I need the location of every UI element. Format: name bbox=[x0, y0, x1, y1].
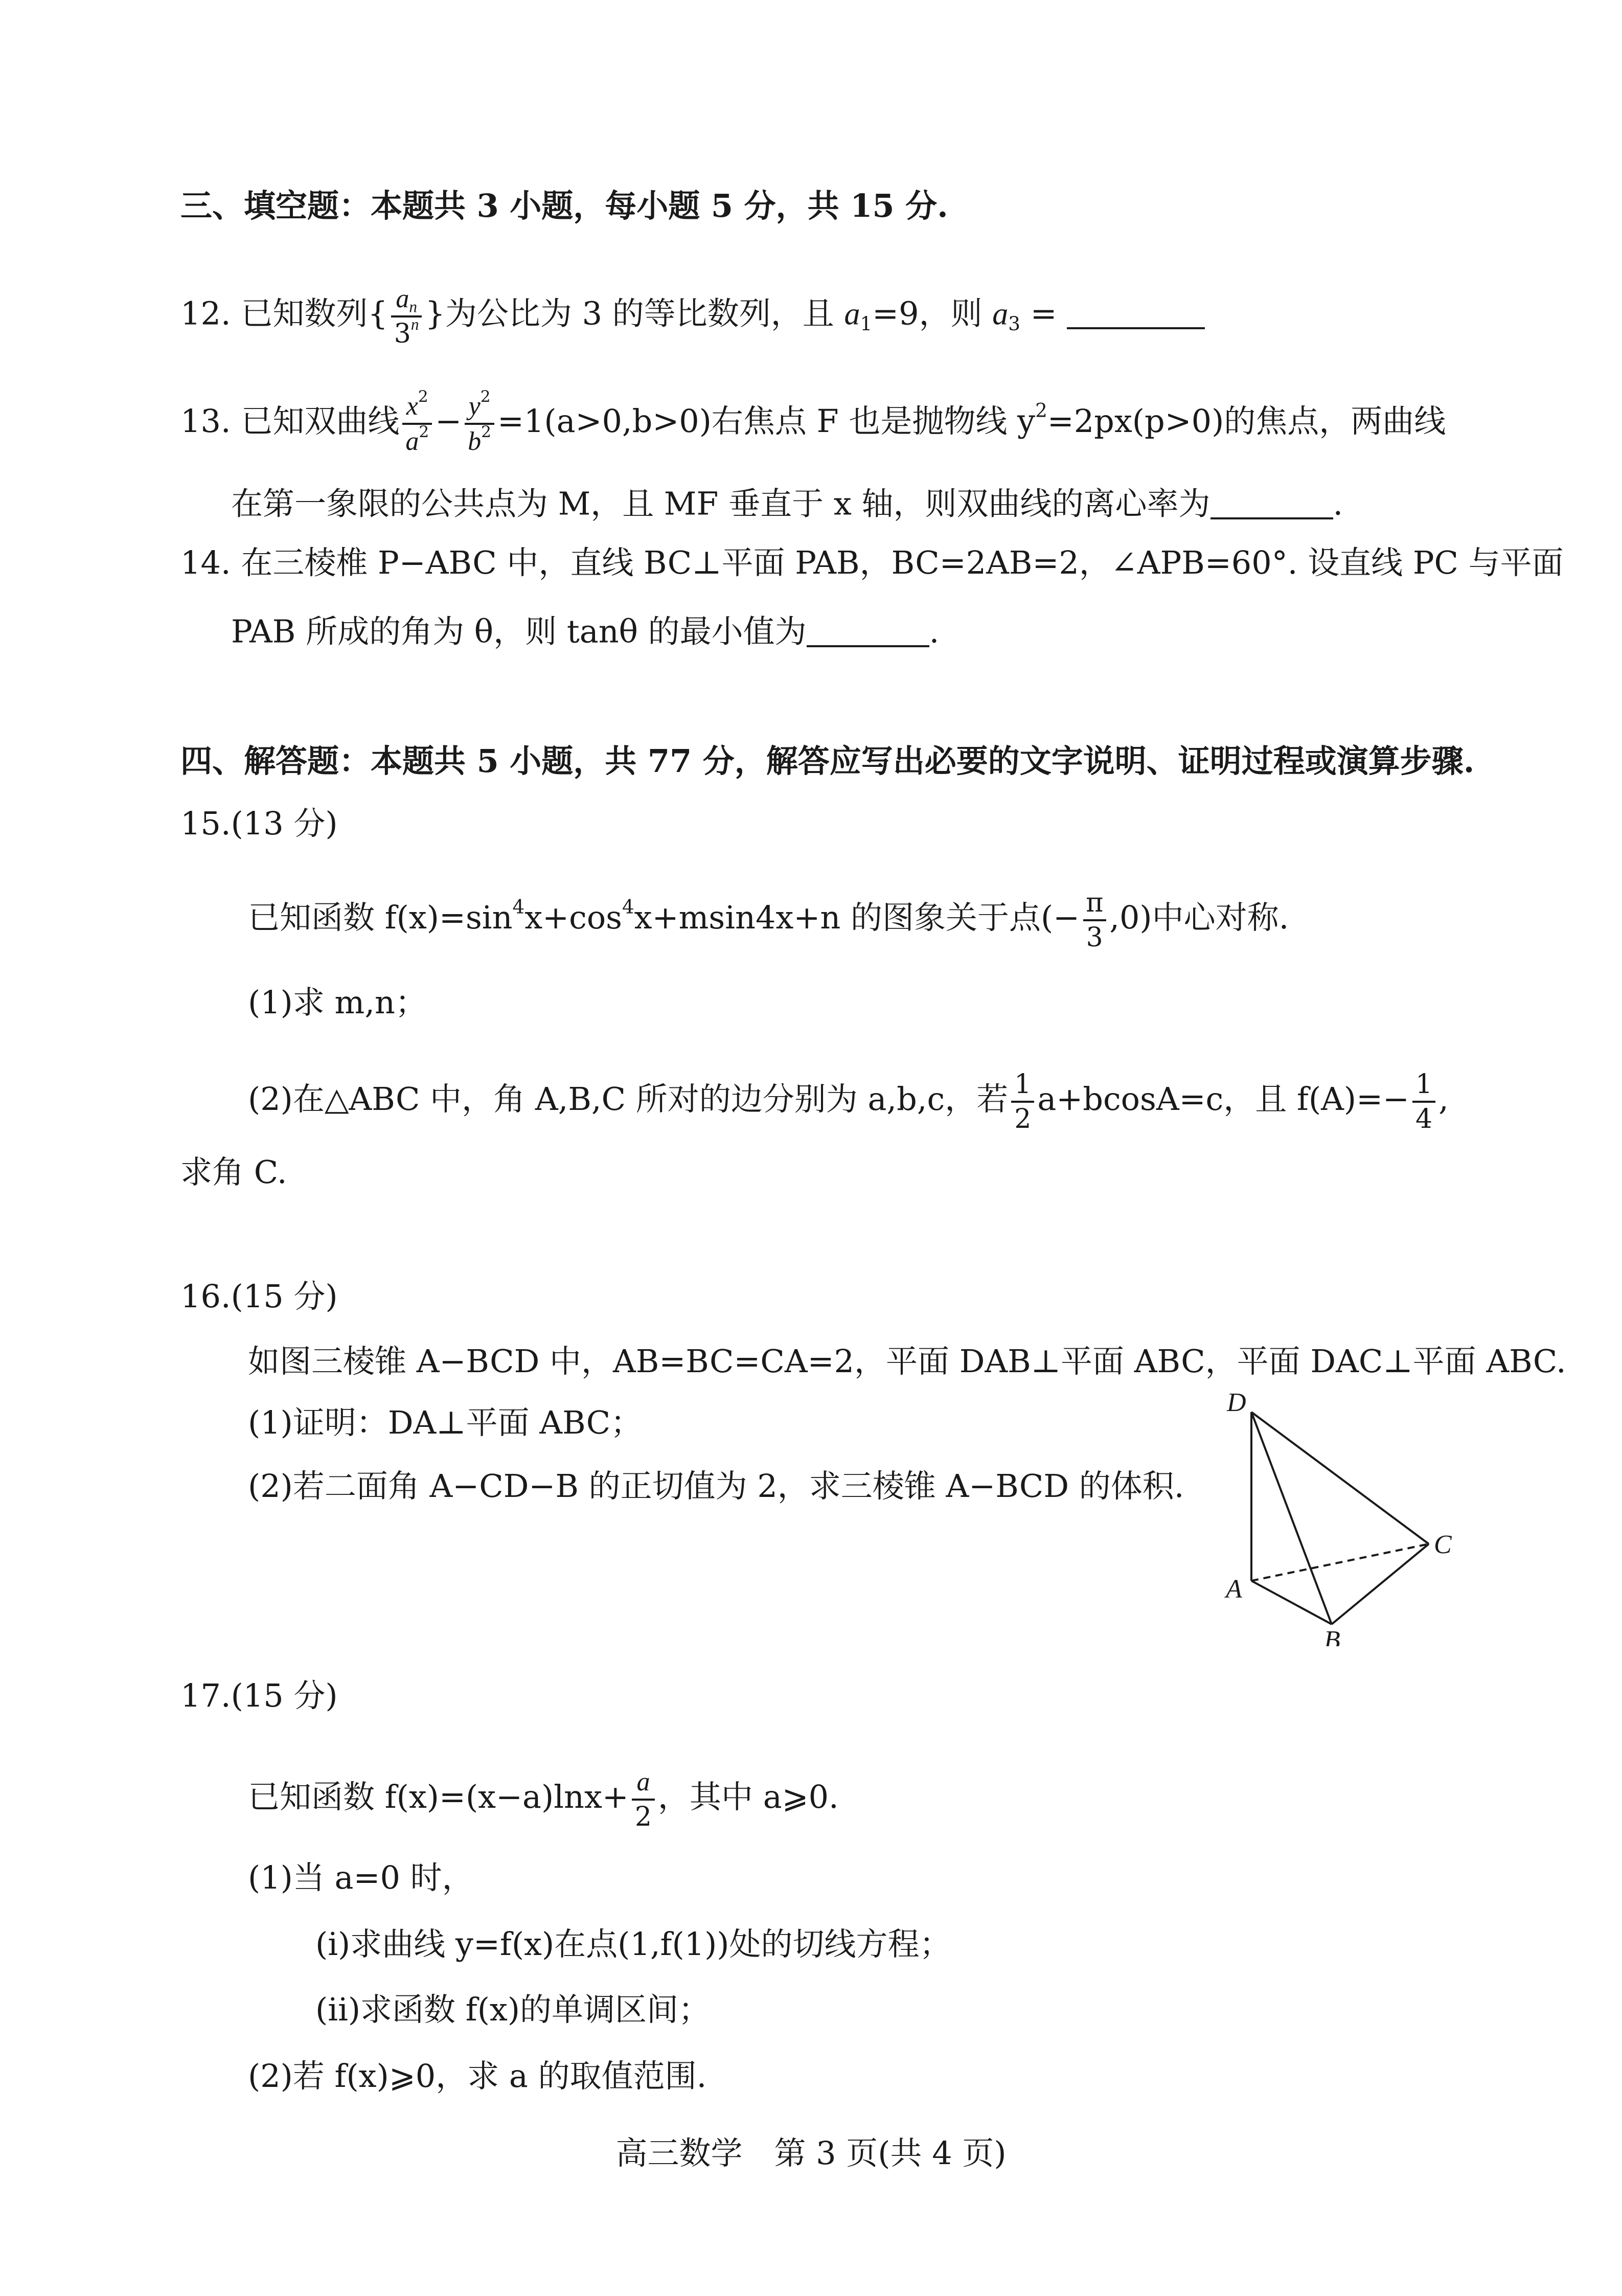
q12-text-2: }为公比为 3 的等比数列，且 bbox=[425, 294, 844, 332]
q15-part-2-a: (2)在△ABC 中，角 A,B,C 所对的边分别为 a,b,c，若 bbox=[248, 1080, 1009, 1118]
q13-text-1: 已知双曲线 bbox=[241, 402, 400, 440]
q16-part-2: (2)若二面角 A−CD−B 的正切值为 2，求三棱锥 A−BCD 的体积. bbox=[248, 1467, 1184, 1505]
question-14-line-2 bbox=[231, 613, 939, 648]
q17-stem bbox=[248, 1769, 839, 1830]
edge-BC bbox=[1332, 1544, 1429, 1624]
q12-a1-sub: 1 bbox=[860, 312, 873, 335]
q12-text-3: =9，则 bbox=[872, 294, 993, 332]
question-13-line-2 bbox=[231, 486, 1343, 520]
q13-f2-den-sup: 2 bbox=[481, 423, 491, 442]
section-3-heading: 三、填空题：本题共 3 小题，每小题 5 分，共 15 分. bbox=[180, 187, 948, 224]
q17-part-1-i: (ⅰ)求曲线 y=f(x)在点(1,f(1))处的切线方程； bbox=[315, 1925, 951, 1963]
q14-number: 14. bbox=[180, 544, 231, 581]
q13-fraction-2 bbox=[465, 388, 494, 456]
q17-stem-2: ，其中 a⩾0. bbox=[657, 1778, 839, 1816]
q15-part-2 bbox=[248, 1071, 1449, 1132]
label-A: A bbox=[1226, 1575, 1242, 1604]
section-4-heading: 四、解答题：本题共 5 小题，共 77 分，解答应写出必要的文字说明、证明过程或演算步骤. bbox=[180, 742, 1475, 780]
q13-line-2-text: 在第一象限的公共点为 M，且 MF 垂直于 x 轴，则双曲线的离心率为 bbox=[231, 485, 1210, 522]
q16-stem: 如图三棱锥 A−BCD 中，AB=BC=CA=2，平面 DAB⊥平面 ABC，平面 DAC⊥平面 ABC. bbox=[248, 1343, 1566, 1380]
q15-half-num: 1 bbox=[1014, 1069, 1032, 1100]
q15-pi-fraction bbox=[1083, 890, 1106, 951]
q14-line-1-text: 在三棱椎 P−ABC 中，直线 BC⊥平面 PAB，BC=2AB=2，∠APB=60°. 设直线 PC 与平面 bbox=[241, 544, 1564, 581]
q12-number: 12. bbox=[180, 294, 231, 332]
q12-fraction bbox=[391, 285, 422, 347]
q13-number: 13. bbox=[180, 402, 231, 440]
q13-f1-num: x bbox=[406, 392, 418, 421]
label-C: C bbox=[1434, 1530, 1452, 1559]
q13-f1-den: a bbox=[405, 427, 419, 456]
q12-text-1: 已知数列{ bbox=[241, 294, 388, 332]
q15-stem-2: x+cos bbox=[524, 899, 622, 937]
q15-stem-4: ,0)中心对称. bbox=[1109, 899, 1289, 937]
q13-answer-blank[interactable] bbox=[1210, 486, 1333, 519]
q13-text-2: =1(a>0,b>0)右焦点 F 也是抛物线 y bbox=[497, 402, 1036, 440]
edge-AC-hidden bbox=[1251, 1544, 1429, 1581]
q17-stem-1: 已知函数 f(x)=(x−a)lnx+ bbox=[248, 1778, 629, 1816]
q15-half-fraction bbox=[1011, 1071, 1034, 1132]
question-13-line-1 bbox=[180, 388, 1446, 456]
edge-AB bbox=[1251, 1581, 1332, 1624]
q16-part-1: (1)证明：DA⊥平面 ABC； bbox=[248, 1404, 643, 1441]
q15-sin-sup: 4 bbox=[512, 895, 525, 918]
q12-text-4: = bbox=[1020, 294, 1057, 332]
edge-DC bbox=[1251, 1412, 1429, 1544]
q13-f1-num-sup: 2 bbox=[418, 388, 428, 406]
q12-frac-den: 3 bbox=[394, 319, 411, 349]
q12-frac-num-sub: n bbox=[409, 298, 417, 316]
q12-frac-den-sup: n bbox=[410, 315, 419, 334]
q13-minus: − bbox=[435, 402, 462, 440]
q12-a1: a bbox=[844, 297, 860, 332]
label-D: D bbox=[1227, 1391, 1246, 1417]
q15-half-den: 2 bbox=[1011, 1101, 1034, 1132]
q16-tetrahedron-figure bbox=[1217, 1391, 1472, 1648]
question-12 bbox=[180, 285, 1205, 347]
q15-stem-3: x+msin4x+n 的图象关于点(− bbox=[634, 899, 1080, 937]
q15-pi-den: 3 bbox=[1083, 919, 1106, 951]
q14-line-2-text: PAB 所成的角为 θ，则 tanθ 的最小值为 bbox=[231, 612, 807, 650]
q13-f1-den-sup: 2 bbox=[419, 423, 429, 442]
q15-quarter-den: 4 bbox=[1412, 1101, 1435, 1132]
q15-stem bbox=[248, 890, 1289, 951]
q17-part-1: (1)当 a=0 时， bbox=[248, 1859, 474, 1896]
q12-frac-num: a bbox=[396, 284, 409, 313]
q12-answer-blank[interactable] bbox=[1067, 295, 1205, 329]
q13-f2-num: y bbox=[468, 392, 481, 421]
q15-cos-sup: 4 bbox=[622, 895, 634, 918]
q15-part-2-b: a+bcosA=c，且 f(A)=− bbox=[1037, 1080, 1409, 1118]
question-14-line-1 bbox=[180, 544, 1564, 581]
q17-frac-den: 2 bbox=[632, 1799, 655, 1830]
q14-line-2-end: . bbox=[929, 612, 940, 650]
q15-header: 15.(13 分) bbox=[180, 805, 338, 842]
q17-frac-num: a bbox=[636, 1767, 650, 1797]
q13-text-3: =2px(p>0)的焦点，两曲线 bbox=[1047, 402, 1446, 440]
q17-fraction bbox=[632, 1769, 655, 1830]
q12-a3-sub: 3 bbox=[1008, 312, 1020, 335]
q15-part-2-continued: 求角 C. bbox=[180, 1153, 287, 1191]
q14-answer-blank[interactable] bbox=[807, 613, 929, 647]
q17-part-1-ii: (ⅱ)求函数 f(x)的单调区间； bbox=[315, 1991, 711, 2028]
q16-header: 16.(15 分) bbox=[180, 1278, 338, 1315]
q13-y-sup: 2 bbox=[1035, 399, 1047, 422]
q15-quarter-fraction bbox=[1412, 1071, 1435, 1132]
q13-f2-num-sup: 2 bbox=[480, 388, 491, 406]
q17-part-2: (2)若 f(x)⩾0，求 a 的取值范围. bbox=[248, 2057, 707, 2095]
q15-part-2-c: , bbox=[1438, 1080, 1449, 1118]
q17-header: 17.(15 分) bbox=[180, 1677, 338, 1714]
page-footer: 高三数学 第 3 页(共 4 页) bbox=[615, 2134, 1007, 2172]
edge-DB bbox=[1251, 1412, 1332, 1624]
q13-fraction-1 bbox=[402, 388, 432, 456]
q12-a3: a bbox=[992, 297, 1009, 332]
q13-f2-den: b bbox=[468, 427, 482, 456]
q15-stem-1: 已知函数 f(x)=sin bbox=[248, 899, 513, 937]
q13-line-2-end: . bbox=[1333, 485, 1343, 522]
q15-pi-num: π bbox=[1086, 888, 1104, 918]
label-B: B bbox=[1324, 1626, 1340, 1646]
q15-quarter-num: 1 bbox=[1415, 1069, 1433, 1100]
q15-part-1: (1)求 m,n； bbox=[248, 984, 427, 1021]
